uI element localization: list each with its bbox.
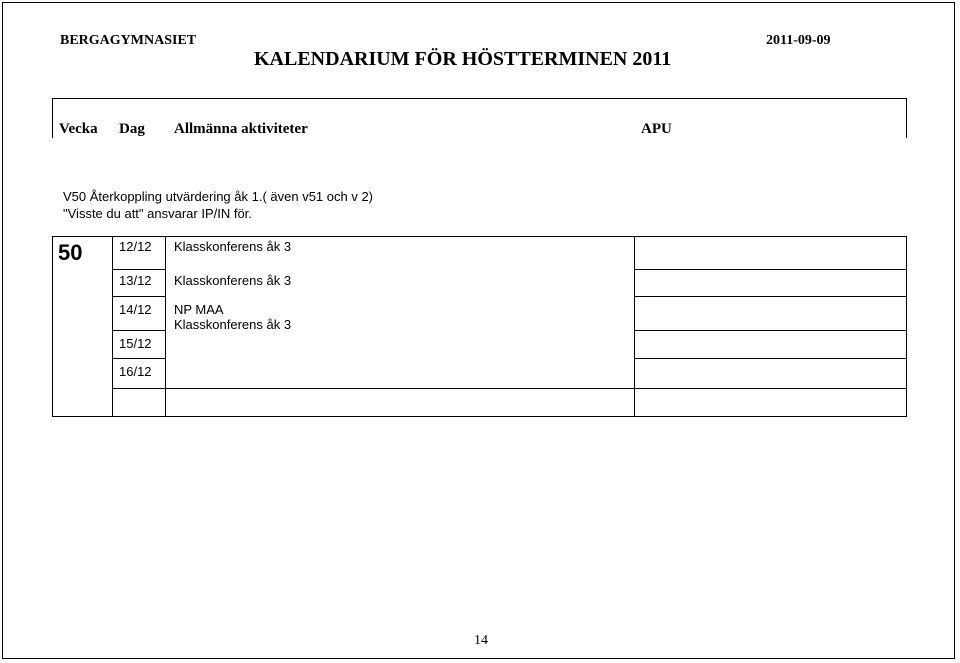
day-date: 12/12 (119, 239, 152, 254)
day-activity-line-2: Klasskonferens åk 3 (174, 317, 292, 332)
column-header-row (52, 98, 907, 138)
day-column-divider (165, 236, 166, 417)
school-name: BERGAGYMNASIET (60, 33, 197, 48)
note-line-2: "Visste du att" ansvarar IP/IN för. (63, 206, 252, 221)
table-left-border (52, 236, 53, 417)
column-header-apu: APU (641, 121, 672, 137)
day-date: 15/12 (119, 336, 152, 351)
week-column-divider (112, 236, 113, 417)
row-divider (634, 358, 906, 359)
day-activity: Klasskonferens åk 3 (174, 273, 292, 288)
column-header-day: Dag (119, 121, 145, 137)
column-header-activities: Allmänna aktiviteter (174, 121, 308, 137)
row-divider (112, 358, 166, 359)
apu-column-divider (634, 236, 635, 417)
table-bottom-border (52, 416, 907, 417)
table-right-border (906, 236, 907, 417)
day-activity-line-1: NP MAA (174, 302, 224, 317)
document-date: 2011-09-09 (766, 33, 831, 48)
day-date: 16/12 (119, 364, 152, 379)
day-activity: Klasskonferens åk 3 (174, 239, 292, 254)
day-date: 13/12 (119, 273, 152, 288)
page-title: KALENDARIUM FÖR HÖSTTERMINEN 2011 (254, 48, 672, 70)
row-divider (634, 330, 906, 331)
row-divider (112, 296, 166, 297)
row-divider (112, 269, 166, 270)
row-divider (112, 330, 166, 331)
row-divider (634, 296, 906, 297)
column-header-week: Vecka (59, 121, 98, 137)
page-number: 14 (474, 633, 488, 648)
table-top-border (52, 236, 907, 237)
row-divider (112, 388, 907, 389)
row-divider (634, 269, 906, 270)
day-date: 14/12 (119, 302, 152, 317)
week-number: 50 (58, 240, 83, 265)
note-line-1: V50 Återkoppling utvärdering åk 1.( även v51 och v 2) (63, 189, 374, 204)
